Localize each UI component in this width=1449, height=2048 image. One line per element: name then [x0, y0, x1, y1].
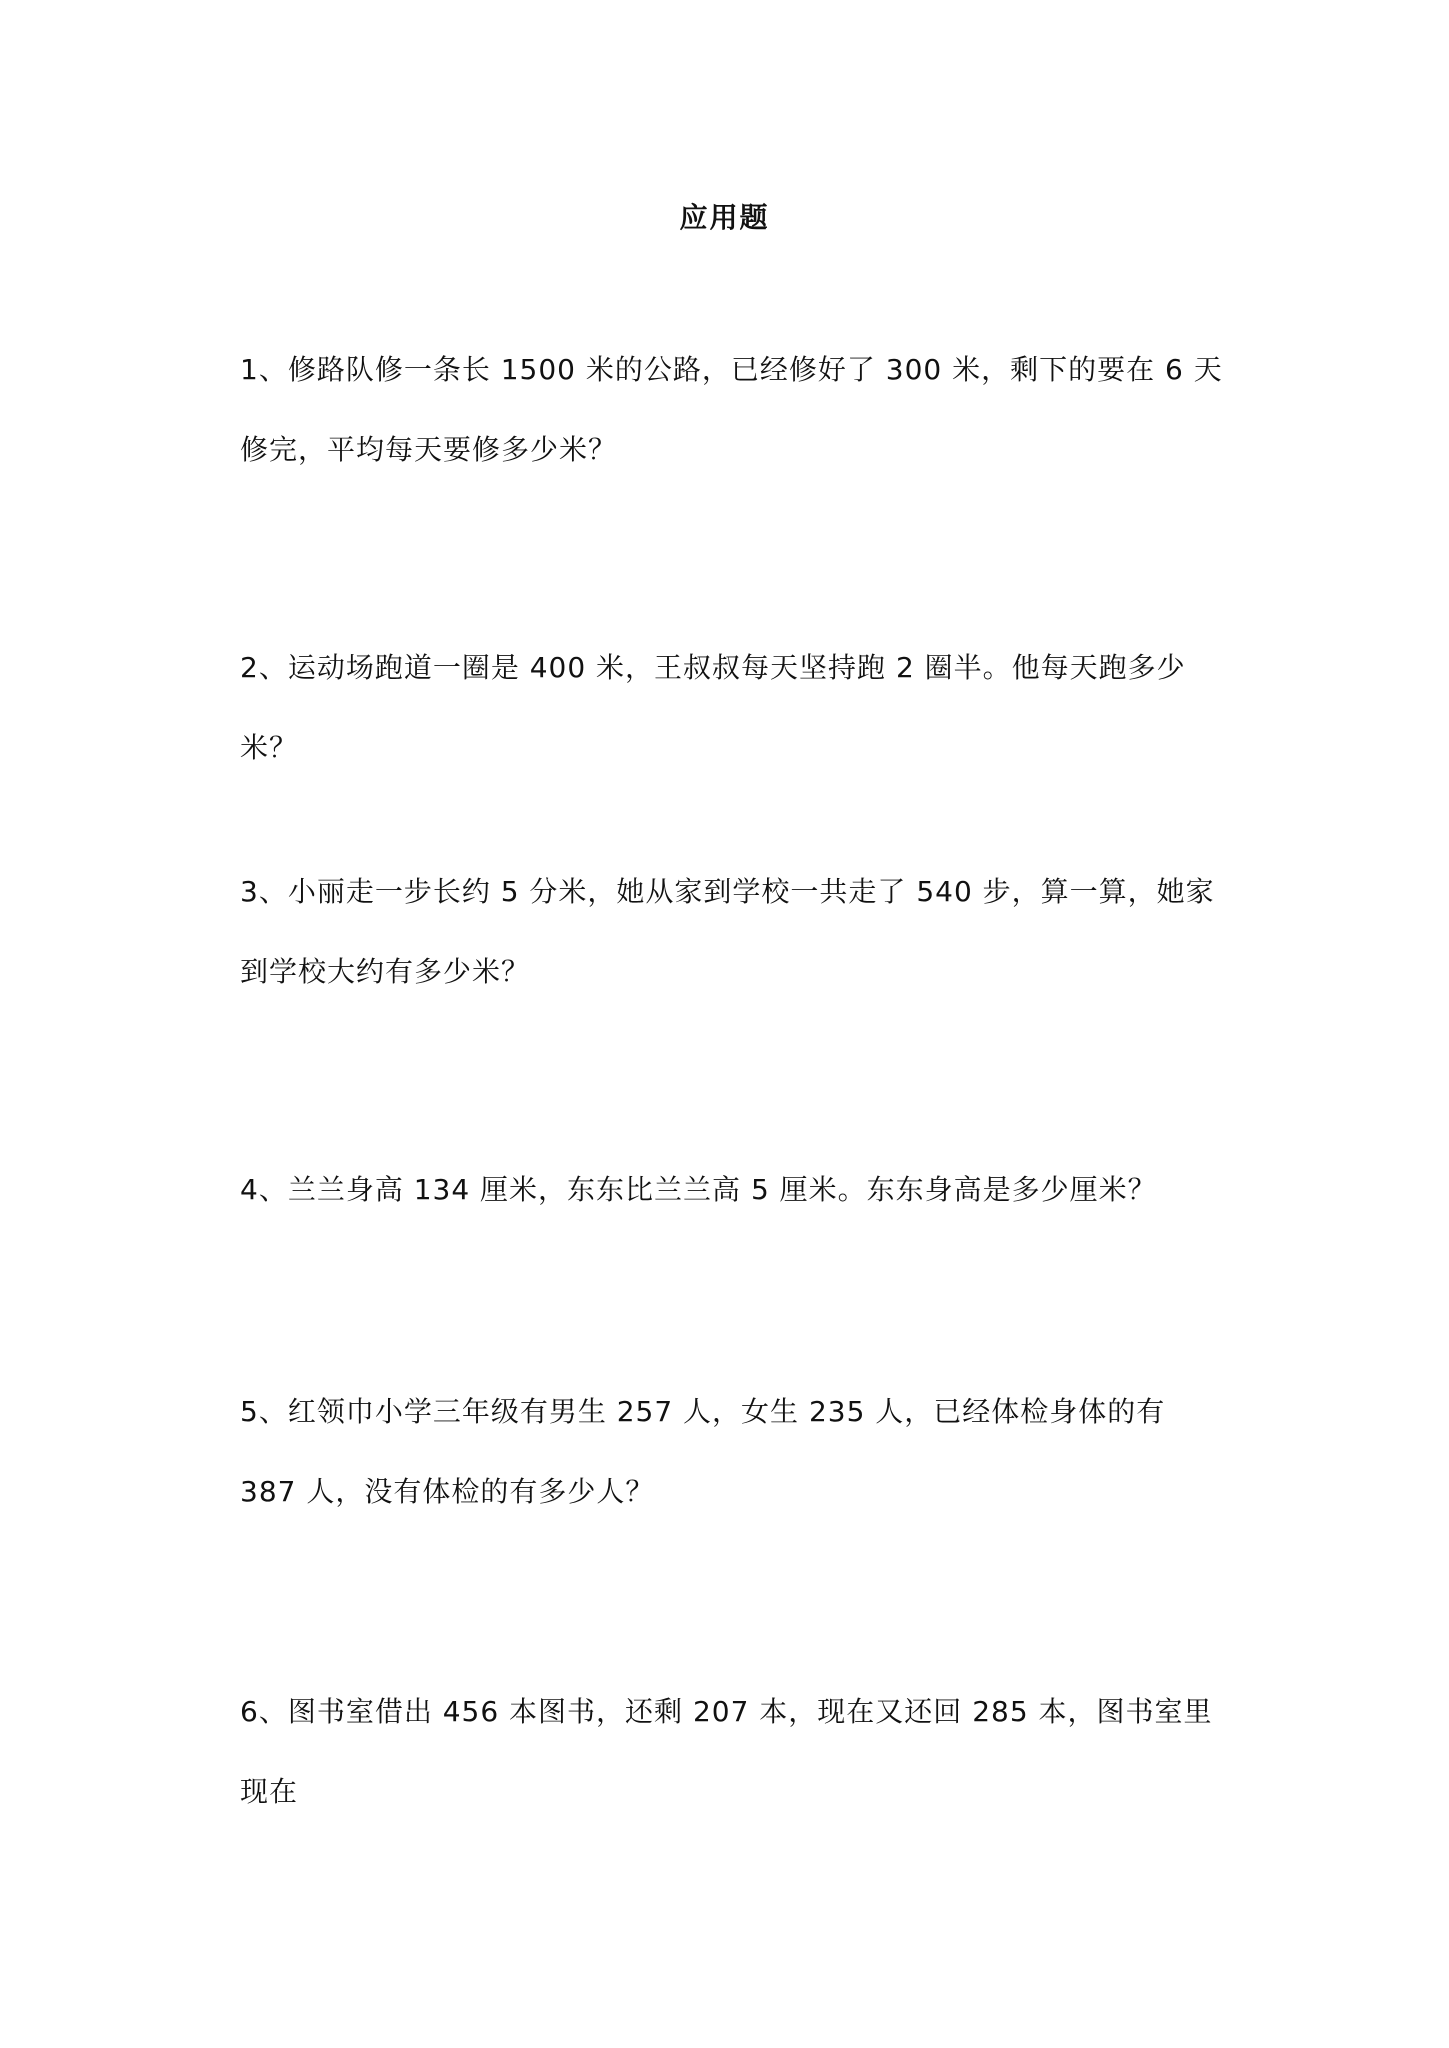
- problem-3: 3、小丽走一步长约 5 分米，她从家到学校一共走了 540 步，算一算，她家到学校大约有多少米？: [240, 875, 1215, 988]
- problem-1: 1、修路队修一条长 1500 米的公路，已经修好了 300 米，剩下的要在 6 天修完，平均每天要修多少米？: [240, 353, 1223, 466]
- problem-6: 6、图书室借出 456 本图书，还剩 207 本，现在又还回 285 本，图书室里现在: [240, 1695, 1213, 1808]
- problem-2: 2、运动场跑道一圈是 400 米，王叔叔每天坚持跑 2 圈半。他每天跑多少米？: [240, 651, 1186, 764]
- page-title: 应用题: [679, 201, 770, 234]
- problem-4: 4、兰兰身高 134 厘米，东东比兰兰高 5 厘米。东东身高是多少厘米？: [240, 1173, 1157, 1206]
- problem-5: 5、红领巾小学三年级有男生 257 人，女生 235 人，已经体检身体的有 387 人，没有体检的有多少人？: [240, 1395, 1166, 1508]
